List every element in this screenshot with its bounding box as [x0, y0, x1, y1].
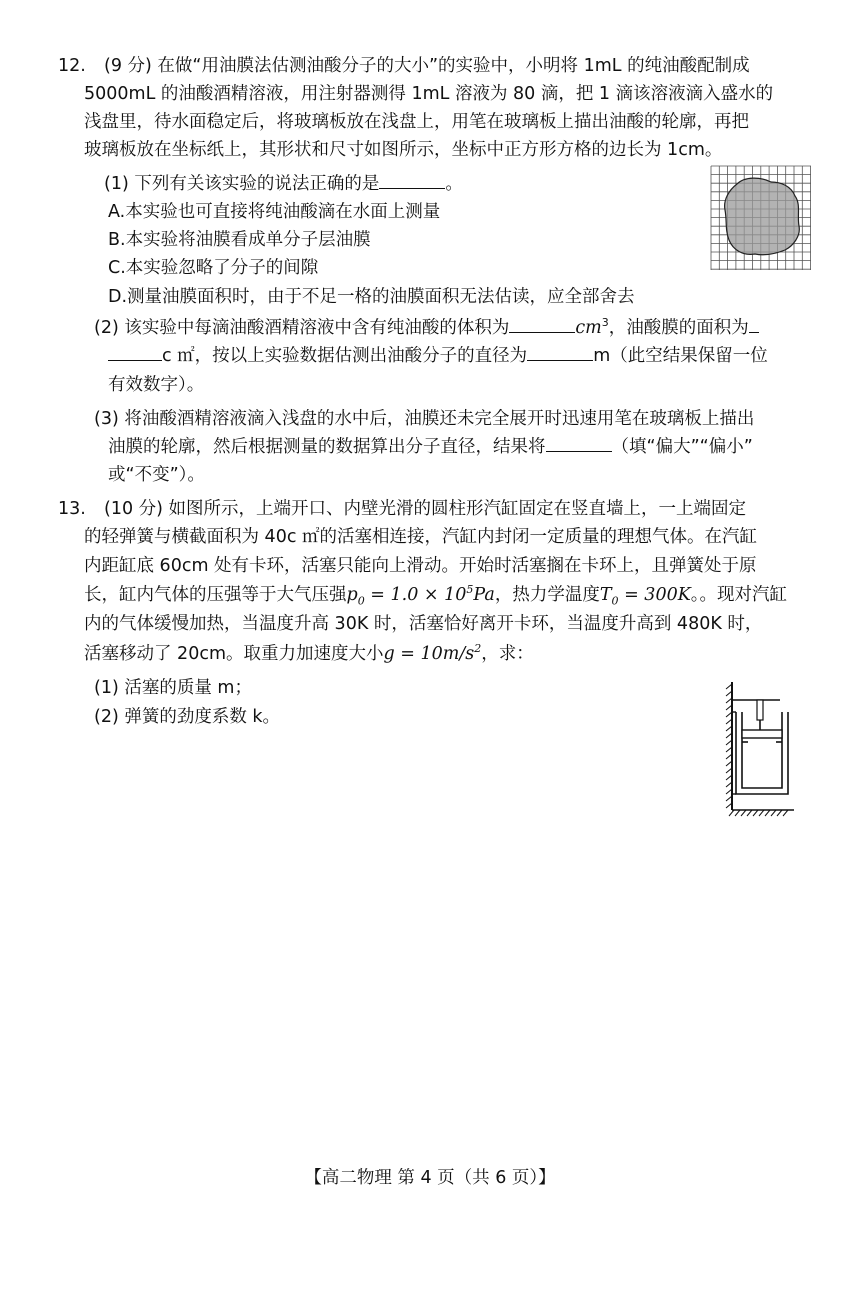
answer-blank[interactable]: [379, 170, 445, 189]
cylinder-spring-figure: [720, 676, 802, 820]
q12-option-a: A.本实验也可直接将纯油酸滴在水面上测量: [108, 202, 441, 222]
page-footer: 【高二物理 第 4 页（共 6 页）】: [304, 1168, 556, 1188]
q12-sub3-line-2: 油膜的轮廓，然后根据测量的数据算出分子直径，结果将 （填“偏大”“偏小”: [108, 433, 753, 461]
q12-sub2-line-1: (2) 该实验中每滴油酸酒精溶液中含有纯油酸的体积为 $cm^3$，油酸膜的面积为: [94, 314, 759, 342]
q13-text-line-5: 内的气体缓慢加热，当温度升高 30K 时，活塞恰好离开卡环，当温度升高到 480K 时，: [84, 614, 763, 634]
q13-sub2: (2) 弹簧的劲度系数 k。: [94, 707, 281, 727]
q13-text-line-4: 长，缸内气体的压强等于大气压强$p_0 = 1.0 \times 10^5Pa$，热力学温度$T_0 = 300K$。。现对汽缸: [84, 583, 788, 608]
q12-sub2-line-2: c ㎡，按以上实验数据估测出油酸分子的直径为 m（此空结果保留一位: [108, 342, 768, 370]
answer-blank[interactable]: [509, 314, 575, 333]
q12-text-line-1: (9 分) 在做“用油膜法估测油酸分子的大小”的实验中，小明将 1mL 的纯油酸配制成: [104, 56, 750, 76]
q12-text-line-2: 5000mL 的油酸酒精溶液，用注射器测得 1mL 溶液为 80 滴，把 1 滴该溶液滴入盛水的: [84, 84, 774, 104]
answer-blank[interactable]: [749, 314, 759, 333]
question-12-number: 12.: [58, 56, 86, 76]
answer-blank[interactable]: [527, 342, 593, 361]
q12-sub1-stem: (1) 下列有关该实验的说法正确的是 。: [104, 170, 463, 198]
answer-blank[interactable]: [108, 342, 162, 361]
answer-blank[interactable]: [546, 433, 612, 452]
q12-sub3-line-1: (3) 将油酸酒精溶液滴入浅盘的水中后，油膜还未完全展开时迅速用笔在玻璃板上描出: [94, 409, 755, 429]
q12-sub2-line-3: 有效数字）。: [108, 375, 205, 395]
q13-text-line-6: 活塞移动了 20cm。取重力加速度大小$g = 10m/s^2$，求：: [84, 642, 534, 664]
q12-option-b: B.本实验将油膜看成单分子层油膜: [108, 230, 371, 250]
q13-sub1: (1) 活塞的质量 m；: [94, 678, 252, 698]
question-13-number: 13.: [58, 499, 86, 519]
q13-text-line-1: (10 分) 如图所示，上端开口、内壁光滑的圆柱形汽缸固定在竖直墙上，一上端固定: [104, 499, 747, 519]
q12-sub3-line-3: 或“不变”）。: [108, 465, 205, 485]
q12-text-line-4: 玻璃板放在坐标纸上，其形状和尺寸如图所示，坐标中正方形方格的边长为 1cm。: [84, 140, 723, 160]
q12-option-c: C.本实验忽略了分子的间隙: [108, 258, 319, 278]
oil-film-grid-figure: [709, 164, 813, 272]
q13-text-line-2: 的轻弹簧与横截面积为 40c ㎡的活塞相连接，汽缸内封闭一定质量的理想气体。在汽缸: [84, 527, 758, 547]
q12-option-d: D.测量油膜面积时，由于不足一格的油膜面积无法估读，应全部舍去: [108, 287, 635, 307]
q13-text-line-3: 内距缸底 60cm 处有卡环，活塞只能向上滑动。开始时活塞搁在卡环上，且弹簧处于原: [84, 556, 757, 576]
q12-text-line-3: 浅盘里，待水面稳定后，将玻璃板放在浅盘上，用笔在玻璃板上描出油酸的轮廓，再把: [84, 112, 749, 132]
